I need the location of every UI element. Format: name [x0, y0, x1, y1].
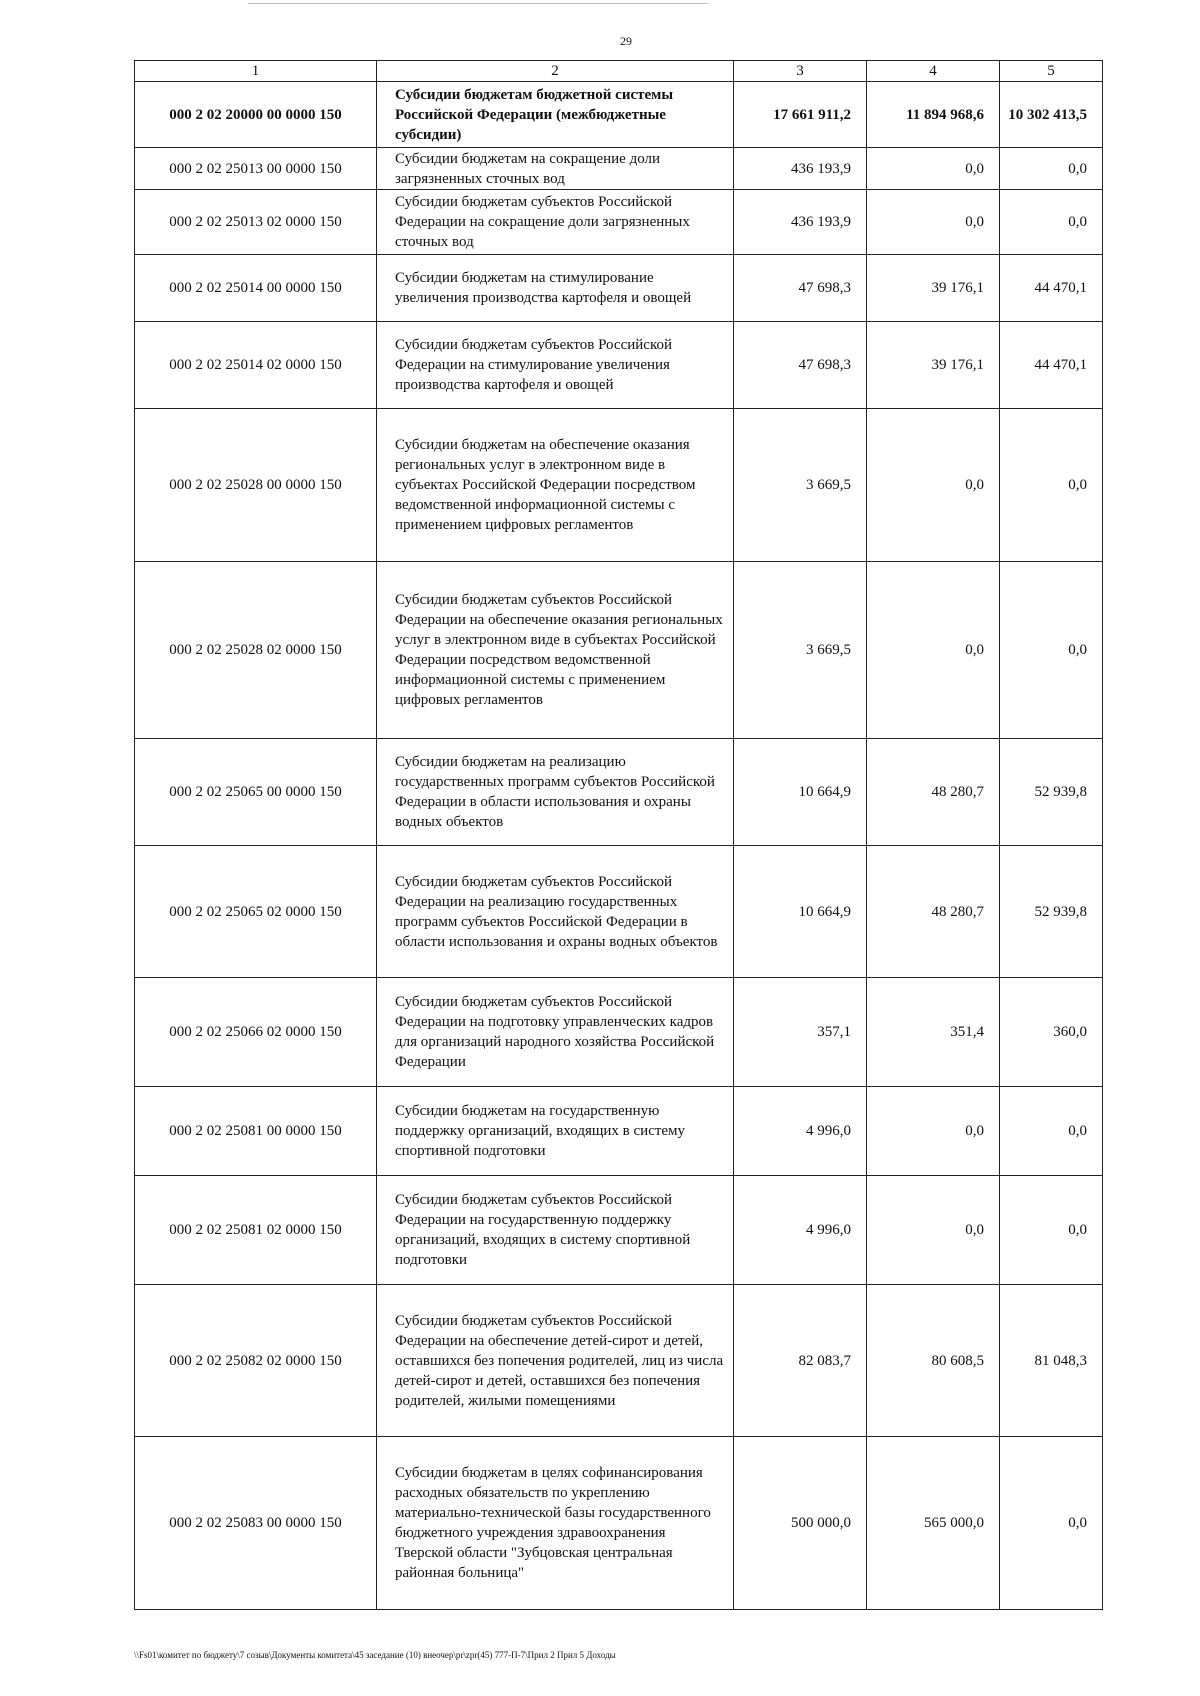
table-row — [135, 190, 1103, 255]
value-col5-cell: 0,0 — [1000, 1087, 1103, 1176]
value-col3-cell: 4 996,0 — [734, 1087, 867, 1176]
file-path-footer: \\Fs01\комитет по бюджету\7 созыв\Документы комитета\45 заседание (10) внеочер\pr\zpr(45) 777-П-7\Прил 2 Прил 5 Доходы — [134, 1650, 616, 1660]
table-row — [135, 846, 1103, 978]
value-col5-cell: 0,0 — [1000, 562, 1103, 739]
value-col5-cell: 0,0 — [1000, 190, 1103, 255]
income-name-cell: Субсидии бюджетам субъектов Российской Федерации на сокращение доли загрязненных сточных вод — [377, 190, 734, 255]
table-header-row — [135, 61, 1103, 82]
table-row — [135, 978, 1103, 1087]
income-name-cell: Субсидии бюджетам субъектов Российской Федерации на реализацию государственных программ субъектов Российской Федерации в области использования и охраны водных объектов — [377, 846, 734, 978]
scan-top-edge-line — [248, 3, 708, 4]
value-col3-cell: 47 698,3 — [734, 322, 867, 409]
value-col3-cell: 3 669,5 — [734, 562, 867, 739]
table-row — [135, 255, 1103, 322]
value-col3-cell: 47 698,3 — [734, 255, 867, 322]
column-header-3: 3 — [734, 61, 867, 82]
value-col4-cell: 0,0 — [867, 190, 1000, 255]
value-col4-cell: 48 280,7 — [867, 846, 1000, 978]
value-col5-cell: 360,0 — [1000, 978, 1103, 1087]
value-col4-cell: 565 000,0 — [867, 1437, 1000, 1610]
table-row — [135, 409, 1103, 562]
table-row — [135, 1437, 1103, 1610]
value-col4-cell: 0,0 — [867, 1087, 1000, 1176]
value-col3-cell: 3 669,5 — [734, 409, 867, 562]
budget-code-cell: 000 2 02 25083 00 0000 150 — [135, 1437, 377, 1610]
income-name-cell: Субсидии бюджетам на сокращение доли загрязненных сточных вод — [377, 148, 734, 190]
budget-code-cell: 000 2 02 25065 00 0000 150 — [135, 739, 377, 846]
budget-code-cell: 000 2 02 25028 02 0000 150 — [135, 562, 377, 739]
value-col3-cell: 10 664,9 — [734, 846, 867, 978]
value-col4-cell: 0,0 — [867, 562, 1000, 739]
value-col3-cell: 17 661 911,2 — [734, 82, 867, 148]
revenue-table — [134, 60, 1103, 1610]
budget-code-cell: 000 2 02 25014 02 0000 150 — [135, 322, 377, 409]
value-col5-cell: 52 939,8 — [1000, 846, 1103, 978]
value-col3-cell: 357,1 — [734, 978, 867, 1087]
budget-code-cell: 000 2 02 20000 00 0000 150 — [135, 82, 377, 148]
value-col4-cell: 80 608,5 — [867, 1285, 1000, 1437]
value-col4-cell: 39 176,1 — [867, 322, 1000, 409]
value-col3-cell: 82 083,7 — [734, 1285, 867, 1437]
value-col5-cell: 0,0 — [1000, 148, 1103, 190]
income-name-cell: Субсидии бюджетам на обеспечение оказания региональных услуг в электронном виде в субъектах Российской Федерации посредством ведомственной информационной системы с применением цифровых регламентов — [377, 409, 734, 562]
table-row — [135, 1285, 1103, 1437]
budget-code-cell: 000 2 02 25014 00 0000 150 — [135, 255, 377, 322]
value-col5-cell: 44 470,1 — [1000, 255, 1103, 322]
table-row — [135, 82, 1103, 148]
value-col5-cell: 44 470,1 — [1000, 322, 1103, 409]
income-name-cell: Субсидии бюджетам субъектов Российской Федерации на обеспечение детей-сирот и детей, оставшихся без попечения родителей, лиц из числа детей-сирот и детей, оставшихся без попечения родителей, жилыми помещениями — [377, 1285, 734, 1437]
table-row — [135, 562, 1103, 739]
table-row — [135, 148, 1103, 190]
value-col5-cell: 10 302 413,5 — [1000, 82, 1103, 148]
column-header-5: 5 — [1000, 61, 1103, 82]
value-col3-cell: 500 000,0 — [734, 1437, 867, 1610]
table-row — [135, 322, 1103, 409]
value-col4-cell: 11 894 968,6 — [867, 82, 1000, 148]
budget-code-cell: 000 2 02 25065 02 0000 150 — [135, 846, 377, 978]
page-number: 29 — [620, 34, 632, 48]
value-col4-cell: 351,4 — [867, 978, 1000, 1087]
value-col3-cell: 436 193,9 — [734, 148, 867, 190]
value-col4-cell: 39 176,1 — [867, 255, 1000, 322]
budget-code-cell: 000 2 02 25081 02 0000 150 — [135, 1176, 377, 1285]
table-row — [135, 739, 1103, 846]
value-col5-cell: 0,0 — [1000, 1176, 1103, 1285]
value-col5-cell: 52 939,8 — [1000, 739, 1103, 846]
income-name-cell: Субсидии бюджетам на государственную поддержку организаций, входящих в систему спортивной подготовки — [377, 1087, 734, 1176]
income-name-cell: Субсидии бюджетам субъектов Российской Федерации на обеспечение оказания региональных услуг в электронном виде в субъектах Российской Федерации посредством ведомственной информационной системы с применением цифровых регламентов — [377, 562, 734, 739]
income-name-cell: Субсидии бюджетам бюджетной системы Российской Федерации (межбюджетные субсидии) — [377, 82, 734, 148]
budget-code-cell: 000 2 02 25013 02 0000 150 — [135, 190, 377, 255]
table-row — [135, 1176, 1103, 1285]
column-header-2: 2 — [377, 61, 734, 82]
budget-code-cell: 000 2 02 25013 00 0000 150 — [135, 148, 377, 190]
income-name-cell: Субсидии бюджетам субъектов Российской Федерации на подготовку управленческих кадров для организаций народного хозяйства Российской Федерации — [377, 978, 734, 1087]
value-col5-cell: 0,0 — [1000, 1437, 1103, 1610]
value-col3-cell: 4 996,0 — [734, 1176, 867, 1285]
income-name-cell: Субсидии бюджетам в целях софинансирования расходных обязательств по укреплению материально-технической базы государственного бюджетного учреждения здравоохранения Тверской области "Зубцовская центральная районная больница" — [377, 1437, 734, 1610]
value-col4-cell: 0,0 — [867, 1176, 1000, 1285]
budget-code-cell: 000 2 02 25066 02 0000 150 — [135, 978, 377, 1087]
budget-code-cell: 000 2 02 25082 02 0000 150 — [135, 1285, 377, 1437]
value-col3-cell: 436 193,9 — [734, 190, 867, 255]
income-name-cell: Субсидии бюджетам на стимулирование увеличения производства картофеля и овощей — [377, 255, 734, 322]
column-header-1: 1 — [135, 61, 377, 82]
budget-code-cell: 000 2 02 25081 00 0000 150 — [135, 1087, 377, 1176]
value-col3-cell: 10 664,9 — [734, 739, 867, 846]
income-name-cell: Субсидии бюджетам субъектов Российской Федерации на государственную поддержку организаций, входящих в систему спортивной подготовки — [377, 1176, 734, 1285]
column-header-4: 4 — [867, 61, 1000, 82]
value-col5-cell: 0,0 — [1000, 409, 1103, 562]
income-name-cell: Субсидии бюджетам на реализацию государственных программ субъектов Российской Федерации в области использования и охраны водных объектов — [377, 739, 734, 846]
table-row — [135, 1087, 1103, 1176]
value-col4-cell: 48 280,7 — [867, 739, 1000, 846]
value-col5-cell: 81 048,3 — [1000, 1285, 1103, 1437]
value-col4-cell: 0,0 — [867, 148, 1000, 190]
income-name-cell: Субсидии бюджетам субъектов Российской Федерации на стимулирование увеличения производства картофеля и овощей — [377, 322, 734, 409]
value-col4-cell: 0,0 — [867, 409, 1000, 562]
budget-code-cell: 000 2 02 25028 00 0000 150 — [135, 409, 377, 562]
